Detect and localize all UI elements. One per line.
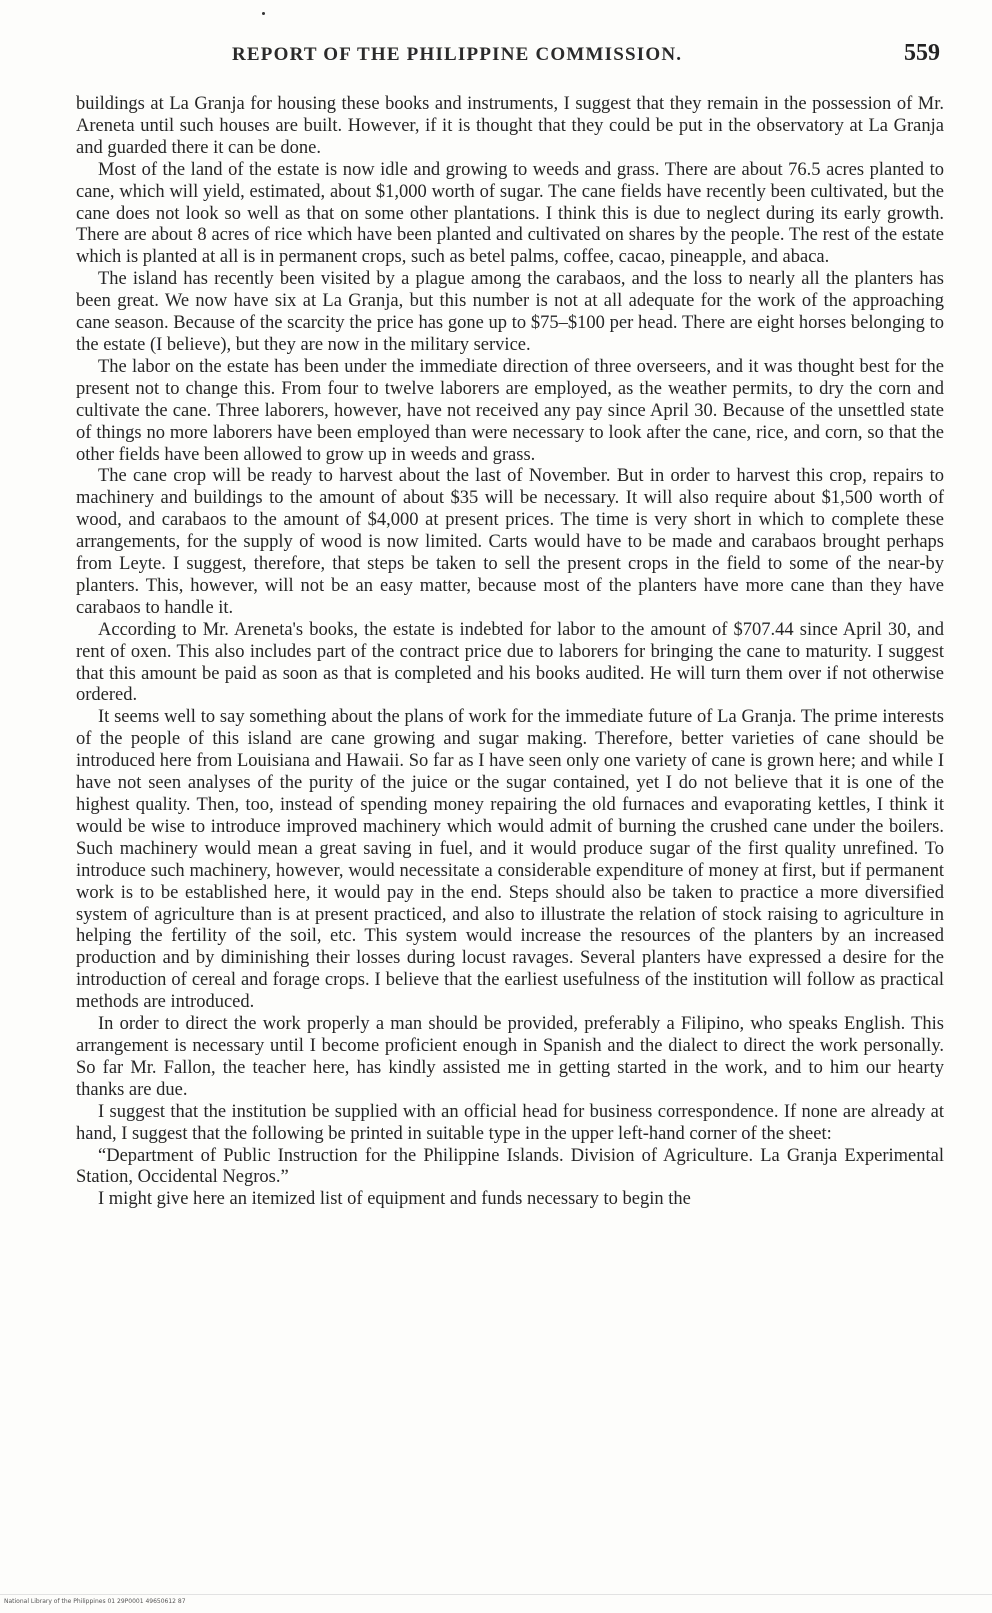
paragraph-future-plans: It seems well to say something about the plans of work for the immediate future of La Granja. The prime interests of the people of this island are cane growing and sugar making. Therefore, better varieties of cane should be introduced here from Louisiana and Hawaii. So far as I have seen only one variety of cane is grown here; and while I have not seen analyses of the purity of the juice or the sugar contained, yet I do not believe that it is one of the highest quality. Then, too, instead of spending money repairing the old furnaces and evaporating kettles, I think it would be wise to introduce improved machinery which would admit of burning the crushed cane under the boilers. Such machinery would mean a great saving in fuel, and it would produce sugar of the first quality unrefined. To introduce such machinery, however, would necessitate a considerable expenditure of money at first, but if permanent work is to be established here, it would pay in the end. Steps should also be taken to practice a more diversified system of agriculture than is at present practiced, and also to illustrate the relation of stock raising to agriculture in helping the fertility of the soil, etc. This system would increase the resources of the planters by an increased production and by diminishing their losses during locust ravages. Several planters have expressed a desire for the introduction of cereal and forage crops. I believe that the earliest usefulness of the institution will follow as practical methods are introduced. [76,707,944,1013]
running-head: REPORT OF THE PHILIPPINE COMMISSION. [232,44,683,65]
paragraph-labor: The labor on the estate has been under the immediate direction of three overseers, and it was thought best for the present not to change this. From four to twelve laborers are employed, as the weather permits, to dry the corn and cultivate the cane. Three laborers, however, have not received any pay since April 30. Because of the unsettled state of things no more laborers have been employed than were necessary to look after the cane, rice, and corn, so that the other fields have been allowed to grow up in weeds and grass. [76,356,944,465]
paragraph-land-use: Most of the land of the estate is now idle and growing to weeds and grass. There are about 76.5 acres planted to cane, which will yield, estimated, about $1,000 worth of sugar. The cane fields have recently been cultivated, but the cane does not look so well as that on some other plantations. I think this is due to neglect during its early growth. There are about 8 acres of rice which have been planted and cultivated on shares by the people. The rest of the estate which is planted at all is in permanent crops, such as betel palms, coffee, cacao, pineapple, and abaca. [76,159,944,268]
scan-speck [262,12,265,15]
paragraph-letterhead: I suggest that the institution be supplied with an official head for business correspondence. If none are already at hand, I suggest that the following be printed in suitable type in the upper left-hand corner of the sheet: [76,1101,944,1144]
paragraph-staffing: In order to direct the work properly a man should be provided, preferably a Filipino, who speaks English. This arrangement is necessary until I become proficient enough in Spanish and the dialect to direct the work personally. So far Mr. Fallon, the teacher here, has kindly assisted me in getting started in the work, and to him our hearty thanks are due. [76,1014,944,1100]
scan-caption: National Library of the Philippines 01 29P0001 49650612 87 [4,1598,186,1605]
paragraph-equipment-intro: I might give here an itemized list of equipment and funds necessary to begin the [98,1189,691,1210]
paragraph-continuation: buildings at La Granja for housing these books and instruments, I suggest that they remain in the possession of Mr. Areneta until such houses are built. However, if it is thought that they could be put in the observatory at La Granja and guarded there it can be done. [76,94,944,158]
paragraph-cane-harvest: The cane crop will be ready to harvest about the last of November. But in order to harvest this crop, repairs to machinery and buildings to the amount of about $35 will be necessary. It will also require about $1,500 worth of wood, and carabaos to the amount of $4,000 at present prices. The time is very short in which to complete these arrangements, for the supply of wood is now limited. Carts would have to be made and carabaos brought perhaps from Leyte. I suggest, therefore, that steps be taken to sell the present crops in the field to some of the near-by planters. This, however, will not be an easy matter, because most of the planters have more cane than they have carabaos to handle it. [76,466,944,618]
footer-rule [0,1594,992,1595]
body-text [76,94,944,1211]
paragraph-carabao-plague: The island has recently been visited by a plague among the carabaos, and the loss to nearly all the planters has been great. We now have six at La Granja, but this number is not at all adequate for the work of the approaching cane season. Because of the scarcity the price has gone up to $75–$100 per head. There are eight horses belonging to the estate (I believe), but they are now in the military service. [76,269,944,355]
paragraph-debts: According to Mr. Areneta's books, the estate is indebted for labor to the amount of $707.44 since April 30, and rent of oxen. This also includes part of the contract price due to laborers for bringing the cane to maturity. I suggest that this amount be paid as soon as that is completed and his books audited. He will turn them over if not otherwise ordered. [76,619,944,706]
paragraph-letterhead-quote: “Department of Public Instruction for the Philippine Islands. Division of Agriculture. La Granja Experimental Station, Occidental Negros.” [76,1145,944,1188]
page-header [232,40,940,76]
page-number: 559 [904,40,940,66]
